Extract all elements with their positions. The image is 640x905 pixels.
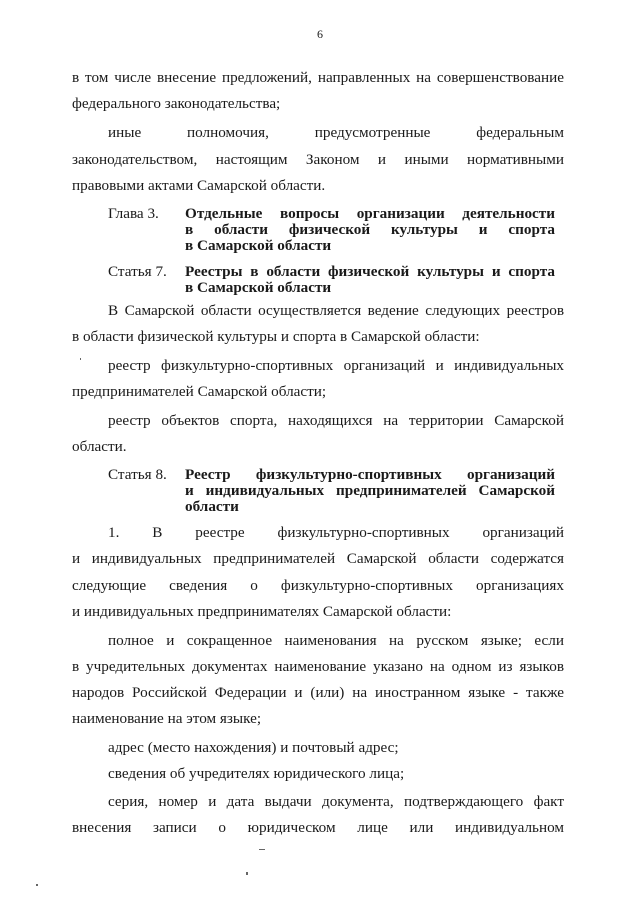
text-line: иные полномочия, предусмотренные федеральным	[108, 124, 564, 141]
text-line: реестр объектов спорта, находящихся на территории Самарской	[108, 412, 564, 429]
text-line: предпринимателей Самарской области;	[72, 383, 327, 400]
chapter-title-line: в Самарской области	[185, 237, 332, 254]
text-line: внесения записи о юридическом лице или индивидуальном	[72, 819, 564, 836]
article-title-line: области	[185, 498, 239, 515]
page-number: 6	[317, 27, 323, 41]
chapter-title-line: в области физической культуры и спорта	[185, 221, 555, 238]
article-label: Статья 8.	[108, 466, 167, 483]
article-title-line: в Самарской области	[185, 279, 332, 296]
text-line: сведения об учредителях юридического лица;	[108, 765, 405, 782]
text-line: следующие сведения о физкультурно-спортивных организациях	[72, 577, 564, 594]
text-line: серия, номер и дата выдачи документа, подтверждающего факт	[108, 793, 564, 810]
article-title-line: Реестр физкультурно-спортивных организаций	[185, 466, 555, 483]
text-line: правовыми актами Самарской области.	[72, 177, 326, 194]
text-line: и индивидуальных предпринимателей Самарской области содержатся	[72, 550, 564, 567]
text-line: народов Российской Федерации и (или) на иностранном языке - также	[72, 684, 564, 701]
text-line: 1. В реестре физкультурно-спортивных организаций	[108, 524, 564, 541]
text-line: федерального законодательства;	[72, 95, 281, 112]
text-line: области.	[72, 438, 127, 455]
text-line: и индивидуальных предпринимателях Самарской области:	[72, 603, 452, 620]
scan-speck	[259, 849, 265, 850]
text-line: в области физической культуры и спорта в Самарской области:	[72, 328, 480, 345]
text-line: реестр физкультурно-спортивных организаций и индивидуальных	[108, 357, 564, 374]
article-title-line: Реестры в области физической культуры и спорта	[185, 263, 555, 280]
text-line: адрес (место нахождения) и почтовый адрес;	[108, 739, 399, 756]
article-label: Статья 7.	[108, 263, 167, 280]
text-line: законодательством, настоящим Законом и иными нормативными	[72, 151, 564, 168]
text-line: полное и сокращенное наименования на русском языке; если	[108, 632, 564, 649]
article-title-line: и индивидуальных предпринимателей Самарской	[185, 482, 555, 499]
chapter-label: Глава 3.	[108, 205, 159, 222]
text-line: наименование на этом языке;	[72, 710, 262, 727]
scan-speck	[36, 884, 38, 886]
text-line: в том числе внесение предложений, направленных на совершенствование	[72, 69, 564, 86]
text-line: В Самарской области осуществляется ведение следующих реестров	[108, 302, 564, 319]
scan-speck	[246, 872, 248, 875]
text-line: в учредительных документах наименование указано на одном из языков	[72, 658, 564, 675]
chapter-title-line: Отдельные вопросы организации деятельности	[185, 205, 555, 222]
scan-speck	[80, 358, 81, 360]
